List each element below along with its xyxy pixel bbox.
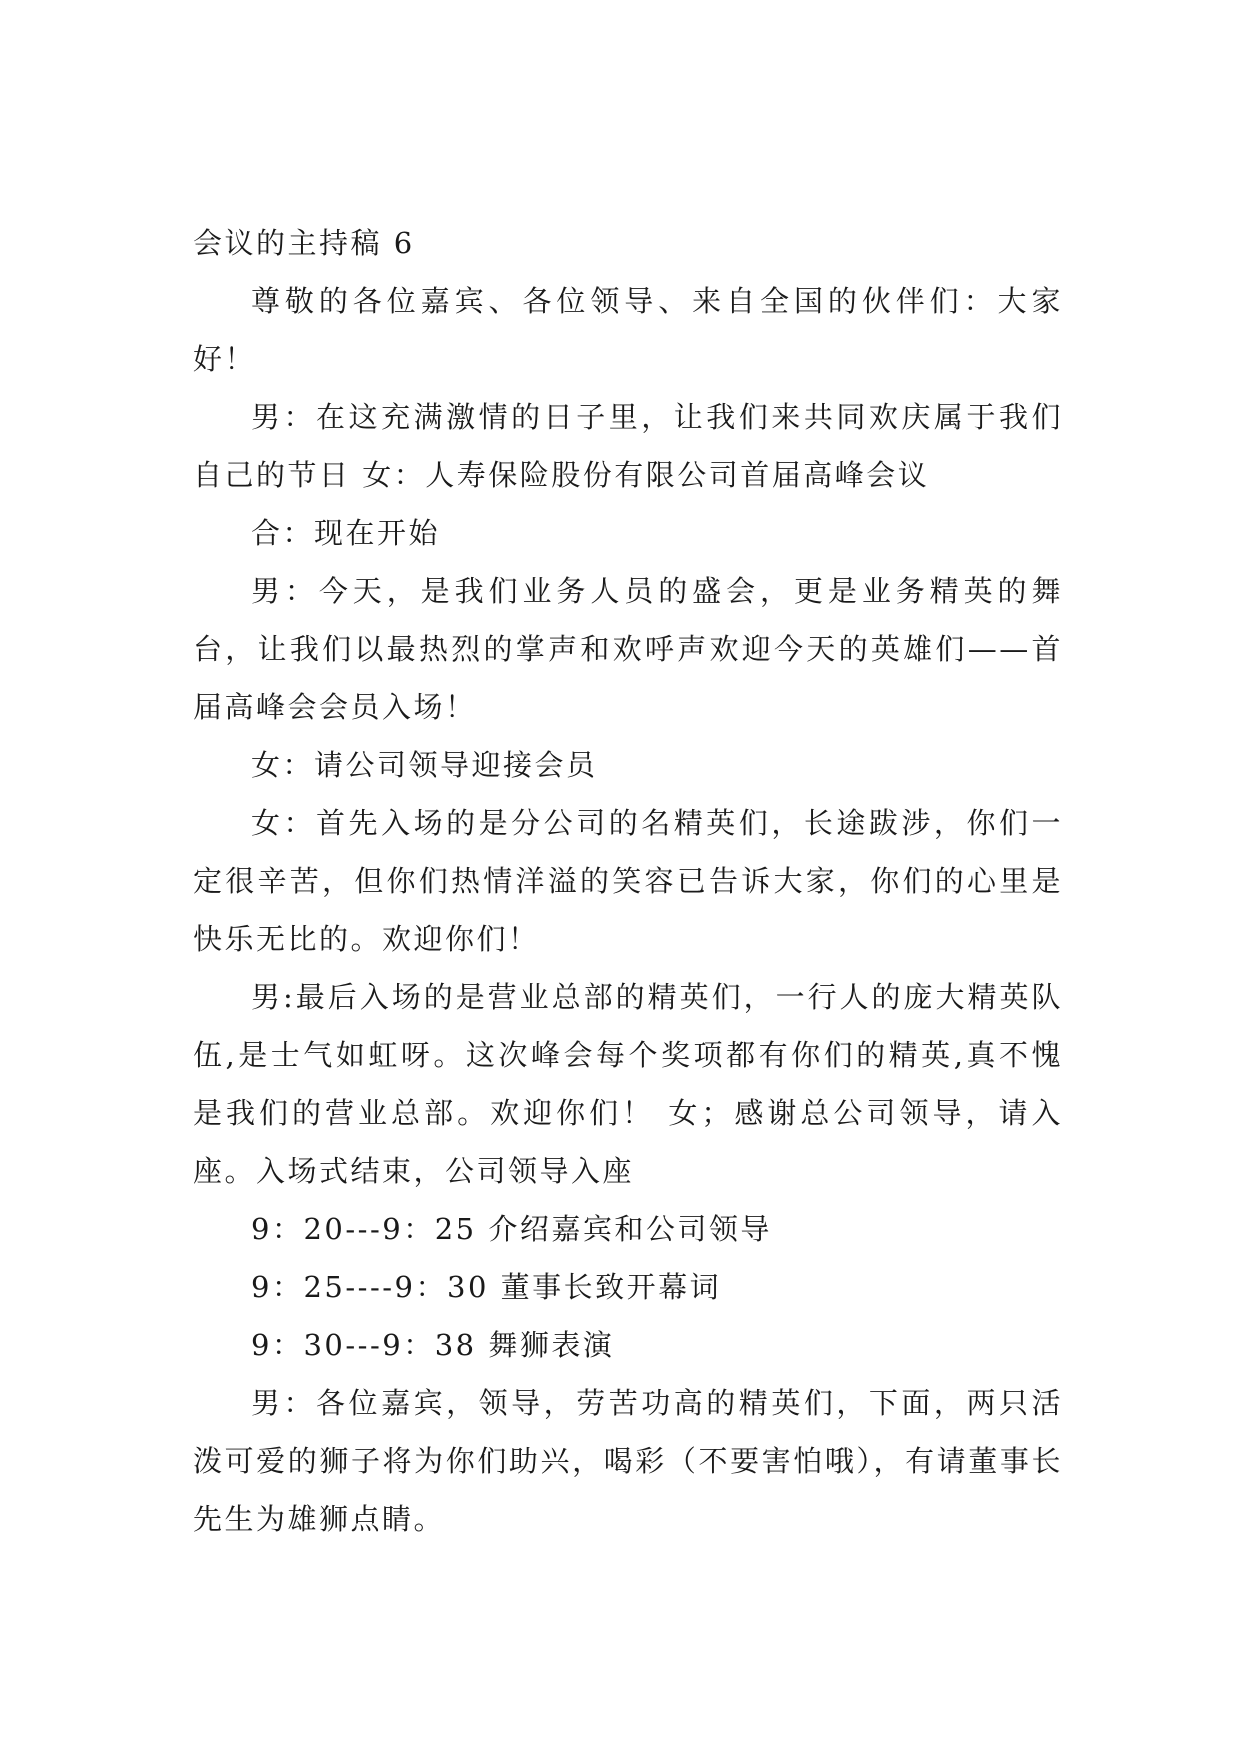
schedule-item-opening-speech: 9：25----9：30 董事长致开幕词 [251,1270,722,1304]
schedule-item-introductions: 9：20---9：25 介绍嘉宾和公司领导 [251,1212,772,1246]
paragraph-headquarters-entrance: 男:最后入场的是营业总部的精英们，一行人的庞大精英队伍,是士气如虹呀。这次峰会每个奖项都有你们的精英,真不愧是我们的营业总部。欢迎你们！ 女；感谢总公司领导，请入座。入场式结束，公司领导入座 [193,980,1063,1188]
paragraph-members-entrance: 男：今天，是我们业务人员的盛会，更是业务精英的舞台，让我们以最热烈的掌声和欢呼声欢迎今天的英雄们——首届高峰会会员入场！ [193,574,1063,724]
paragraph-lion-dance: 男：各位嘉宾，领导，劳苦功高的精英们，下面，两只活泼可爱的狮子将为你们助兴，喝彩（不要害怕哦），有请董事长先生为雄狮点睛。 [193,1386,1063,1536]
paragraph-branch-entrance: 女：首先入场的是分公司的名精英们，长途跋涉，你们一定很辛苦，但你们热情洋溢的笑容已告诉大家，你们的心里是快乐无比的。欢迎你们！ [193,806,1063,956]
paragraph-leaders-welcome: 女：请公司领导迎接会员 [251,748,598,782]
document-title: 会议的主持稿 6 [193,226,415,260]
paragraph-start: 合：现在开始 [251,516,441,550]
paragraph-opening: 男：在这充满激情的日子里，让我们来共同欢庆属于我们自己的节日 女：人寿保险股份有限公司首届高峰会议 [193,400,1063,492]
schedule-item-lion-dance: 9：30---9：38 舞狮表演 [251,1328,615,1362]
paragraph-greeting: 尊敬的各位嘉宾、各位领导、来自全国的伙伴们：大家好！ [193,284,1063,376]
document-body [193,214,1063,1548]
